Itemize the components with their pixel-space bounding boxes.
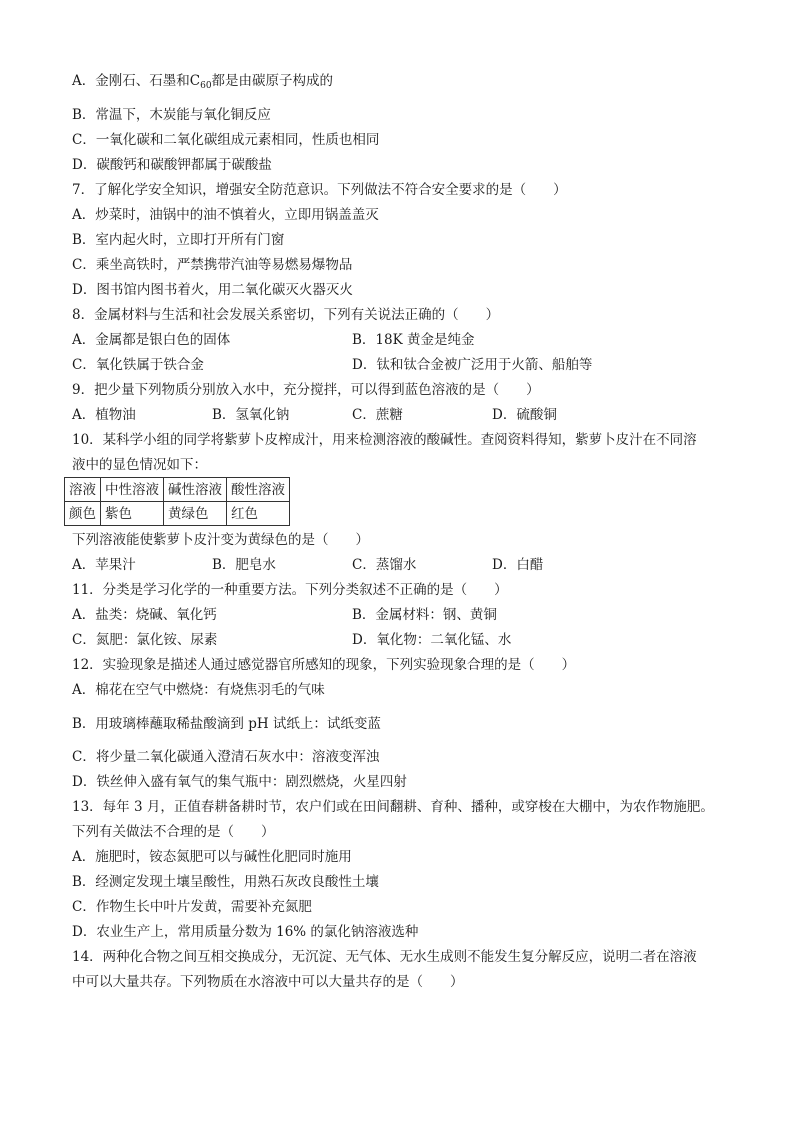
option-row-11cd <box>72 631 512 649</box>
option-12b: B．用玻璃棒蘸取稀盐酸滴到 pH 试纸上：试纸变蓝 <box>72 716 381 732</box>
option-6a: A．金刚石、石墨和$C_{60}$都是由碳原子构成的 <box>72 73 334 91</box>
question-10-ask: 下列溶液能使紫萝卜皮汁变为黄绿色的是（ ） <box>72 532 369 548</box>
option-12a: A．棉花在空气中燃烧：有烧焦羽毛的气味 <box>72 682 325 698</box>
option-11a: A．盐类：烧碱、氧化钙 <box>72 607 217 623</box>
table-cell: 中性溶液 <box>101 478 164 502</box>
option-10a: A．苹果汁 <box>72 557 136 573</box>
option-11c: C．氮肥：氯化铵、尿素 <box>72 632 218 648</box>
question-14-line1: 14．两种化合物之间互相交换成分，无沉淀、无气体、无水生成则不能发生复分解反应，说明二者在溶液 <box>72 949 697 965</box>
option-9a: A．植物油 <box>72 407 136 423</box>
option-10d: D．白醋 <box>492 557 544 573</box>
option-9d: D．硫酸铜 <box>492 407 557 423</box>
question-7: 7．了解化学安全知识，增强安全防范意识。下列做法不符合安全要求的是（ ） <box>72 182 567 198</box>
option-10c: C．蒸馏水 <box>352 557 417 573</box>
option-7b: B．室内起火时，立即打开所有门窗 <box>72 232 285 248</box>
option-13a: A．施肥时，铵态氮肥可以与碱性化肥同时施用 <box>72 849 352 865</box>
option-13b: B．经测定发现土壤呈酸性，用熟石灰改良酸性土壤 <box>72 874 379 890</box>
option-9b: B．氢氧化钠 <box>212 407 290 423</box>
option-9c: C．蔗糖 <box>352 407 403 423</box>
table-cell: 黄绿色 <box>164 502 227 526</box>
option-8c: C．氧化铁属于铁合金 <box>72 357 204 373</box>
table-row <box>65 502 290 526</box>
option-8d: D．钛和钛合金被广泛用于火箭、船舶等 <box>352 357 593 373</box>
option-8a: A．金属都是银白色的固体 <box>72 332 231 348</box>
option-13d: D．农业生产上，常用质量分数为 16% 的氯化钠溶液选种 <box>72 924 419 940</box>
question-12: 12．实验现象是描述人通过感觉器官所感知的现象，下列实验现象合理的是（ ） <box>72 657 576 673</box>
option-13c: C．作物生长中叶片发黄，需要补充氮肥 <box>72 899 312 915</box>
option-7c: C．乘坐高铁时，严禁携带汽油等易燃易爆物品 <box>72 257 353 273</box>
question-14-line2: 中可以大量共存。下列物质在水溶液中可以大量共存的是（ ） <box>72 974 464 990</box>
option-8b: B．18K 黄金是纯金 <box>352 332 475 348</box>
option-6b: B．常温下，木炭能与氧化铜反应 <box>72 107 271 123</box>
option-7d: D．图书馆内图书着火，用二氧化碳灭火器灭火 <box>72 282 353 298</box>
option-row-11ab <box>72 606 497 624</box>
table-cell: 溶液 <box>65 478 101 502</box>
option-6d: D．碳酸钙和碳酸钾都属于碳酸盐 <box>72 157 272 173</box>
question-8: 8．金属材料与生活和社会发展关系密切，下列有关说法正确的（ ） <box>72 307 500 323</box>
table-row <box>65 478 290 502</box>
question-9: 9．把少量下列物质分别放入水中，充分搅拌，可以得到蓝色溶液的是（ ） <box>72 382 540 398</box>
table-cell: 紫色 <box>101 502 164 526</box>
option-11d: D．氧化物：二氧化锰、水 <box>352 632 512 648</box>
table-cell: 颜色 <box>65 502 101 526</box>
question-13-line2: 下列有关做法不合理的是（ ） <box>72 824 275 840</box>
option-row-8cd <box>72 356 593 374</box>
option-10b: B．肥皂水 <box>212 557 276 573</box>
question-10-line1: 10．某科学小组的同学将紫萝卜皮榨成汁，用来检测溶液的酸碱性。查阅资料得知，紫萝卜皮汁在不同溶 <box>72 432 697 448</box>
option-12c: C．将少量二氧化碳通入澄清石灰水中：溶液变浑浊 <box>72 749 380 765</box>
color-table <box>64 477 290 526</box>
question-13-line1: 13．每年 3 月，正值春耕备耕时节，农户们或在田间翻耕、育种、播种，或穿梭在大棚中，为农作物施肥。 <box>72 799 714 815</box>
question-10-line2: 液中的显色情况如下： <box>72 457 207 473</box>
option-row-8ab <box>72 331 475 349</box>
table-cell: 碱性溶液 <box>164 478 227 502</box>
option-11b: B．金属材料：钢、黄铜 <box>352 607 497 623</box>
option-6c: C．一氧化碳和二氧化碳组成元素相同，性质也相同 <box>72 132 380 148</box>
option-12d: D．铁丝伸入盛有氧气的集气瓶中：剧烈燃烧，火星四射 <box>72 774 407 790</box>
question-11: 11．分类是学习化学的一种重要方法。下列分类叙述不正确的是（ ） <box>72 582 508 598</box>
option-7a: A．炒菜时，油锅中的油不慎着火，立即用锅盖盖灭 <box>72 207 379 223</box>
table-cell: 酸性溶液 <box>227 478 290 502</box>
table-cell: 红色 <box>227 502 290 526</box>
